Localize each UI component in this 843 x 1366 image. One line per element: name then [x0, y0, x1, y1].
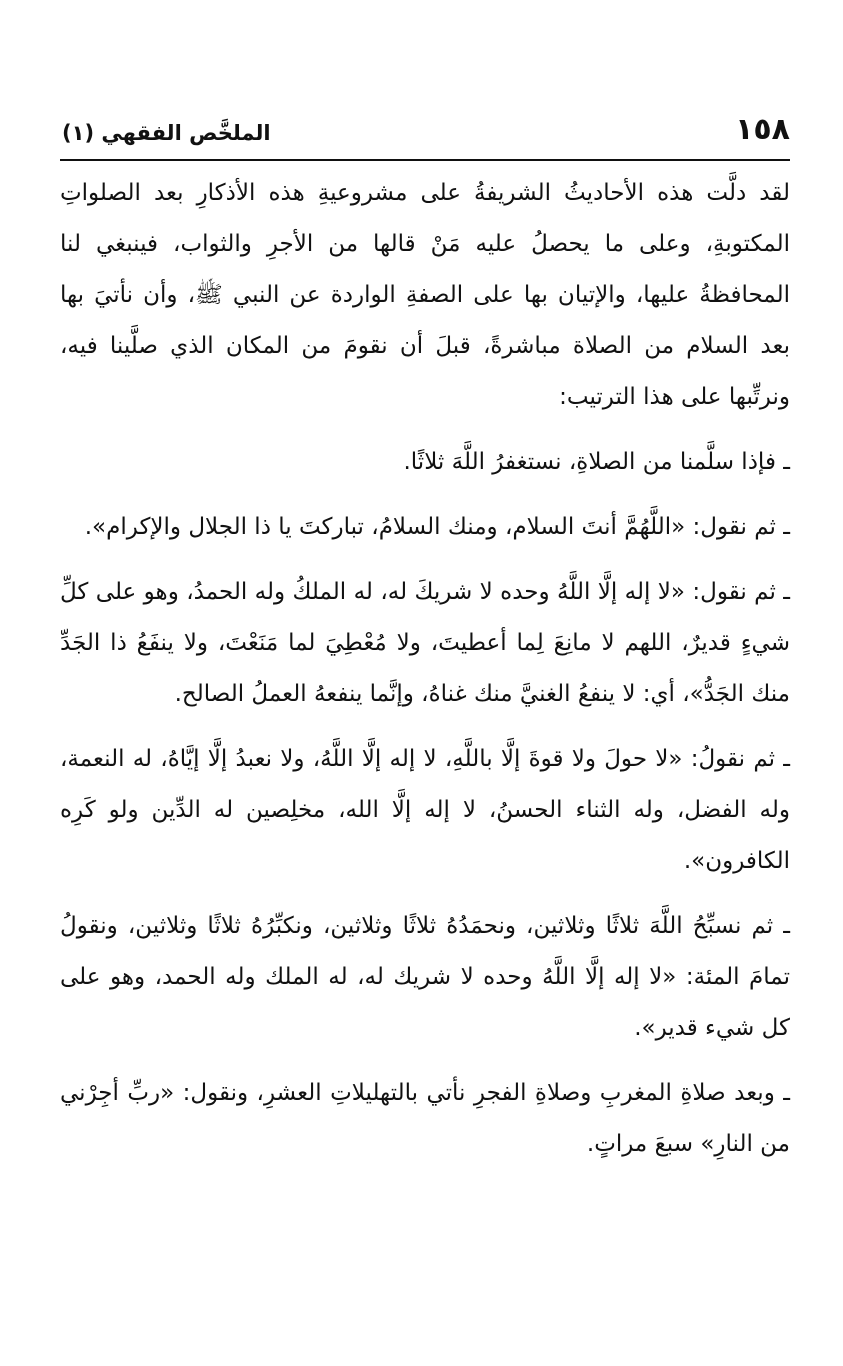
paragraph-tahlil: ـ ثم نقول: «لا إله إلَّا اللَّهُ وحده لا شريكَ له، له الملكُ وله الحمدُ، وهو على كلِّ شيءٍ قديرٌ، اللهم لا مانِعَ لِما أعطيتَ، ولا مُعْطِيَ لما مَنَعْتَ، ولا ينفَعُ ذا الجَدِّ منك الجَدُّ»، أي: لا ينفعُ الغنيَّ منك غناهُ، وإنَّما ينفعهُ العملُ الصالح.: [60, 579, 790, 707]
paragraph-salam: ـ ثم نقول: «اللَّهُمَّ أنتَ السلام، ومنك السلامُ، تباركتَ يا ذا الجلال والإكرام».: [84, 514, 790, 540]
book-title: الملخَّص الفقهي (١): [62, 121, 271, 145]
page-header: [62, 112, 790, 158]
paragraph-istighfar: ـ فإذا سلَّمنا من الصلاةِ، نستغفرُ اللَّهَ ثلاثًا.: [403, 449, 790, 475]
paragraph-tasbih: ـ ثم نسبِّحُ اللَّهَ ثلاثًا وثلاثين، ونحمَدُهُ ثلاثًا وثلاثين، ونكبِّرُهُ ثلاثًا وثلاثين، ونقولُ تمامَ المئة: «لا إله إلَّا اللَّهُ وحده لا شريك له، له الملك وله الحمد، وهو على كل شيء قدير».: [60, 913, 790, 1041]
body-text: [60, 168, 790, 1184]
paragraph-maghrib-fajr: ـ وبعد صلاةِ المغربِ وصلاةِ الفجرِ نأتي بالتهليلاتِ العشرِ، ونقول: «ربِّ أجِرْني من النارِ» سبعَ مراتٍ.: [60, 1080, 790, 1157]
page-number: ١٥٨: [735, 112, 790, 147]
header-divider: [60, 159, 790, 161]
paragraph-intro: لقد دلَّت هذه الأحاديثُ الشريفةُ على مشروعيةِ هذه الأذكارِ بعد الصلواتِ المكتوبةِ، وعلى ما يحصلُ عليه مَنْ قالها من الأجرِ والثواب، فينبغي لنا المحافظةُ عليها، والإتيان بها على الصفةِ الواردة عن النبي ﷺ، وأن نأتيَ بها بعد السلام من الصلاة مباشرةً، قبلَ أن نقومَ من المكان الذي صلَّينا فيه، ونرتِّبها على هذا الترتيب:: [60, 180, 790, 410]
paragraph-hawqala: ـ ثم نقولُ: «لا حولَ ولا قوةَ إلَّا باللَّهِ، لا إله إلَّا اللَّهُ، ولا نعبدُ إلَّا إيَّاهُ، له النعمة، وله الفضل، وله الثناء الحسنُ، لا إله إلَّا الله، مخلِصين له الدِّين ولو كَرِه الكافرون».: [60, 746, 790, 874]
